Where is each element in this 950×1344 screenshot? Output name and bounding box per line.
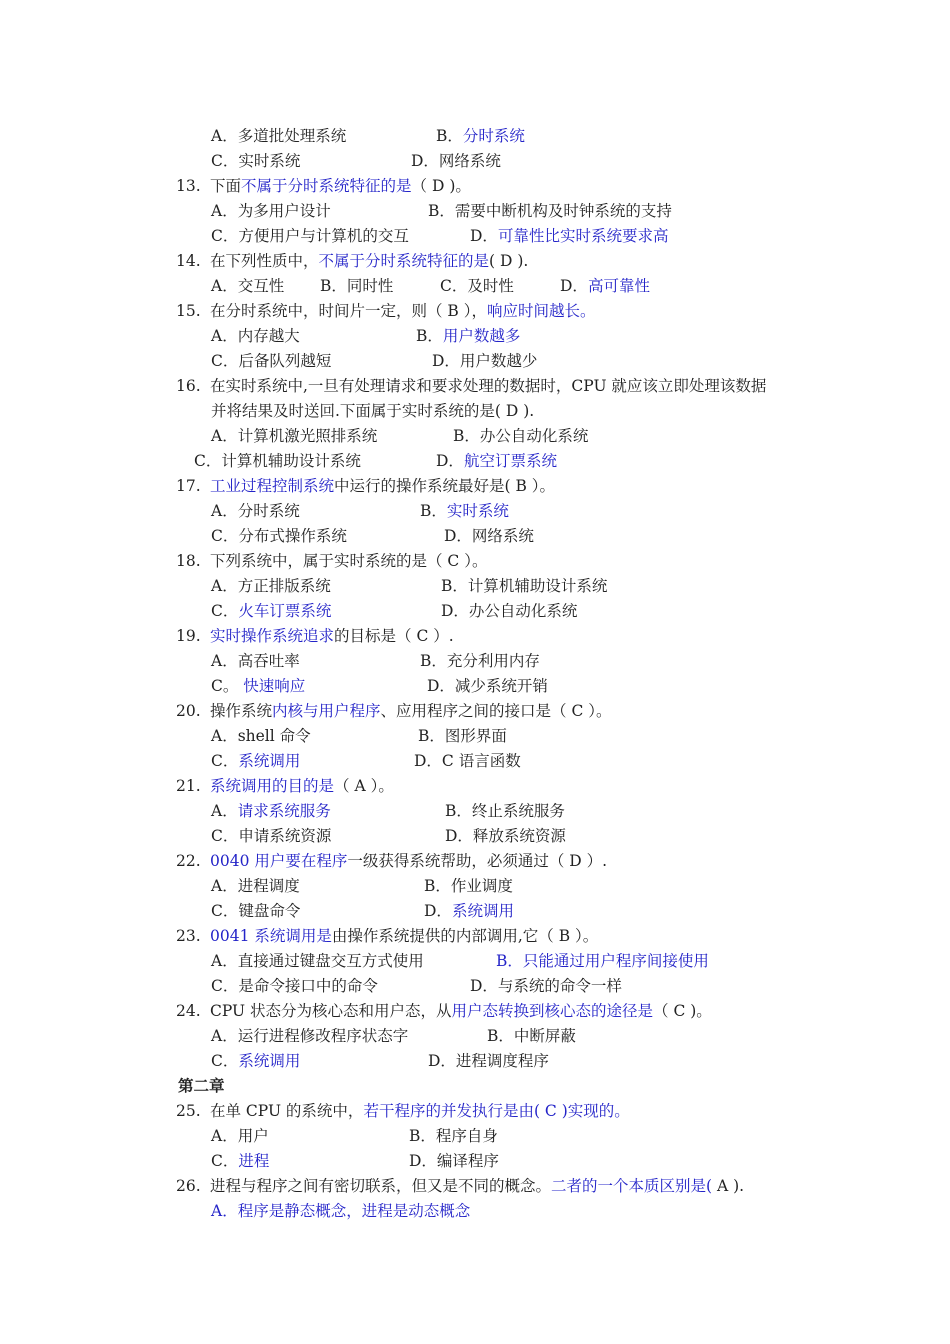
text-segment: C． [211,752,239,770]
text-segment: A．多道批处理系统 [211,127,347,145]
option-line [420,501,509,521]
text-segment: C． [211,602,239,620]
question-number: 16. [176,377,201,395]
option-line [427,676,548,696]
option-line [211,726,311,746]
text-segment: B．终止系统服务 [445,802,565,820]
text-segment: C．计算机辅助设计系统 [194,452,361,470]
option-line [416,326,520,346]
highlighted-text: 实时操作系统追求 [210,627,335,645]
option-line [428,1051,549,1071]
option-line [470,226,668,246]
text-segment: A．shell 命令 [211,727,311,745]
text-segment: C． [211,1152,239,1170]
question-text [210,627,454,645]
question-24 [176,1001,712,1021]
highlighted-text: 内核与用户程序 [272,702,381,720]
option-line [211,1026,408,1046]
option-line [211,1201,470,1221]
option-line [560,276,650,296]
text-segment: D．减少系统开销 [427,677,548,695]
text-segment: B．程序自身 [409,1127,498,1145]
option-line [432,351,537,371]
highlighted-text: 系统调用 [451,902,514,920]
question-text [210,1177,744,1195]
text-segment: A．方正排版系统 [211,577,331,595]
option-line [211,126,346,146]
text-segment: B．计算机辅助设计系统 [441,577,608,595]
question-19 [176,626,454,646]
question-22 [176,851,607,871]
highlighted-text: 系统调用的目的是 [210,777,335,795]
highlighted-text: 系统调用 [238,1052,301,1070]
text-segment: D． [560,277,588,295]
question-15 [176,301,596,321]
text-segment: A．用户 [211,1127,269,1145]
highlighted-text: 高可靠性 [587,277,650,295]
option-line [441,601,577,621]
option-line [194,451,361,471]
text-segment: A．运行进程修改程序状态字 [211,1027,409,1045]
text-segment: B．图形界面 [418,727,507,745]
question-number: 22. [176,852,201,870]
text-segment: 下面 [210,177,242,195]
text-segment: B．同时性 [320,277,394,295]
option-line [428,201,672,221]
text-segment: A．为多用户设计 [211,202,331,220]
question-text [210,477,555,495]
text-segment: B． [416,327,443,345]
option-line [211,676,305,696]
text-segment: C．分布式操作系统 [211,527,347,545]
option-line [424,901,514,921]
text-segment: （ D )。 [411,177,471,195]
text-segment: C．实时系统 [211,152,301,170]
text-segment: 在下列性质中， [210,252,319,270]
highlighted-text: 实时系统 [446,502,509,520]
question-number: 23. [176,927,201,945]
text-segment: B．需要中断机构及时钟系统的支持 [428,202,672,220]
question-number: 26. [176,1177,201,1195]
option-line [211,1051,300,1071]
question-17 [176,476,555,496]
text-segment: B．作业调度 [424,877,513,895]
highlighted-text: 进程 [238,1152,270,1170]
text-segment: 操作系统 [210,702,273,720]
text-segment: D．进程调度程序 [428,1052,549,1070]
option-line [211,351,331,371]
option-line [211,326,300,346]
option-line [211,901,300,921]
text-segment: C．方便用户与计算机的交互 [211,227,409,245]
text-segment: C． [211,1052,239,1070]
text-segment: C．是命令接口中的命令 [211,977,378,995]
option-line [487,1026,576,1046]
text-segment: D．用户数越少 [432,352,538,370]
text-segment: A．直接通过键盘交互方式使用 [211,952,424,970]
option-line [453,426,588,446]
option-line [470,976,622,996]
highlighted-text: 快速响应 [243,677,306,695]
option-line [424,876,513,896]
option-line [211,226,409,246]
question-14 [176,251,528,271]
text-segment: B． [420,502,447,520]
text-segment: 在分时系统中，时间片一定，则（ B ）， [210,302,487,320]
option-line [211,201,331,221]
option-line [211,526,347,546]
text-segment: D． [470,227,498,245]
highlighted-text: 航空订票系统 [463,452,557,470]
highlighted-text: 二者的一个本质区别是( [551,1177,713,1195]
question-number: 20. [176,702,201,720]
question-text [210,252,528,270]
highlighted-text: 不属于分时系统特征的是 [318,252,490,270]
text-segment: 下列系统中，属于实时系统的是（ C ）。 [210,552,488,570]
text-segment: 一级获得系统帮助，必须通过（ D ）. [347,852,608,870]
question-23 [176,926,598,946]
text-segment: D． [424,902,452,920]
option-line [420,651,540,671]
chapter-heading: 第二章 [178,1076,225,1095]
option-line [320,276,393,296]
text-segment: D．编译程序 [409,1152,499,1170]
text-segment: C．键盘命令 [211,902,301,920]
text-segment: D．办公自动化系统 [441,602,578,620]
option-line [211,576,331,596]
question-text [210,302,596,320]
highlighted-text: 分时系统 [462,127,525,145]
question-number: 15. [176,302,201,320]
question-text [210,702,612,720]
text-segment: B．办公自动化系统 [453,427,589,445]
question-21 [176,776,394,796]
question-text-continued [211,401,534,421]
question-16 [176,376,766,396]
question-number: 17. [176,477,201,495]
text-segment: D．网络系统 [444,527,534,545]
text-segment: C。 [211,677,244,695]
text-segment: C．后备队列越短 [211,352,332,370]
option-line [409,1126,498,1146]
text-segment: D．与系统的命令一样 [470,977,622,995]
question-13 [176,176,471,196]
question-26 [176,1176,744,1196]
question-text [210,777,394,795]
option-line [445,826,566,846]
option-line [211,976,378,996]
text-segment: 由操作系统提供的内部调用,它（ B ）。 [331,927,599,945]
option-line [411,151,501,171]
question-text [210,927,598,945]
highlighted-text: 若干程序的并发执行是由( C )实现的。 [363,1102,630,1120]
text-segment: A．交互性 [211,277,285,295]
highlighted-text: 用户数越多 [442,327,521,345]
option-line [436,126,525,146]
option-line [211,501,300,521]
text-segment: D． [436,452,464,470]
text-segment: B．充分利用内存 [420,652,540,670]
text-segment: D．网络系统 [411,152,501,170]
option-line [211,1126,269,1146]
question-text [210,852,607,870]
text-segment: C．申请系统资源 [211,827,332,845]
option-line [414,751,521,771]
text-segment: D．释放系统资源 [445,827,566,845]
text-segment: D．C 语言函数 [414,752,521,770]
option-line [211,151,300,171]
question-number: 25. [176,1102,201,1120]
text-segment: 中运行的操作系统最好是( B ）。 [334,477,556,495]
option-line [211,876,300,896]
option-line [440,276,514,296]
highlighted-text: 0041 系统调用是 [210,927,332,945]
text-segment: A ). [712,1177,745,1195]
question-text [210,1102,630,1120]
question-number: 19. [176,627,201,645]
text-segment: 在实时系统中,一旦有处理请求和要求处理的数据时，CPU 就应该立即处理该数据 [210,377,767,395]
option-line [211,1151,269,1171]
highlighted-text: A．程序是静态概念，进程是动态概念 [211,1202,471,1220]
text-segment: 进程与程序之间有密切联系，但又是不同的概念。 [210,1177,552,1195]
option-line [211,276,284,296]
highlighted-text: 工业过程控制系统 [210,477,335,495]
question-text [210,1002,712,1020]
highlighted-text: 火车订票系统 [238,602,332,620]
highlighted-text: 响应时间越长。 [487,302,596,320]
text-segment: A．高吞吐率 [211,652,300,670]
text-segment: A．计算机激光照排系统 [211,427,378,445]
option-line [211,826,331,846]
text-segment: 、应用程序之间的接口是（ C ）。 [380,702,612,720]
option-line [496,951,709,971]
option-line [445,801,565,821]
question-number: 14. [176,252,201,270]
option-line [211,601,331,621]
text-segment: 的目标是（ C ）. [334,627,454,645]
question-number: 18. [176,552,201,570]
question-text [210,177,471,195]
text-segment: B．中断屏蔽 [487,1027,576,1045]
option-line [436,451,557,471]
text-segment: C．及时性 [440,277,514,295]
text-segment: CPU 状态分为核心态和用户态，从 [210,1002,452,1020]
highlighted-text: 用户态转换到核心态的途径是 [451,1002,654,1020]
option-line [441,576,607,596]
highlighted-text: B．只能通过用户程序间接使用 [496,952,709,970]
option-line [211,801,331,821]
text-segment: A．进程调度 [211,877,300,895]
option-line [211,651,300,671]
text-segment: A． [211,802,238,820]
text-segment: 在单 CPU 的系统中， [210,1102,364,1120]
text-segment: （ C )。 [653,1002,712,1020]
question-25 [176,1101,630,1121]
text-segment: A．分时系统 [211,502,300,520]
highlighted-text: 0040 用户要在程序 [210,852,348,870]
text-segment: 并将结果及时送回.下面属于实时系统的是( D ). [211,402,535,420]
text-segment: A．内存越大 [211,327,300,345]
question-18 [176,551,487,571]
question-20 [176,701,612,721]
option-line [211,426,377,446]
highlighted-text: 不属于分时系统特征的是 [241,177,412,195]
question-text [210,377,766,395]
option-line [409,1151,499,1171]
text-segment: （ A ）。 [334,777,394,795]
highlighted-text: 系统调用 [238,752,301,770]
option-line [418,726,507,746]
option-line [211,951,424,971]
question-number: 21. [176,777,201,795]
highlighted-text: 可靠性比实时系统要求高 [497,227,669,245]
option-line [211,751,300,771]
text-segment: B． [436,127,463,145]
text-segment: ( D ). [489,252,529,270]
question-number: 13. [176,177,201,195]
option-line [444,526,534,546]
question-text [210,552,487,570]
highlighted-text: 请求系统服务 [237,802,331,820]
question-number: 24. [176,1002,201,1020]
